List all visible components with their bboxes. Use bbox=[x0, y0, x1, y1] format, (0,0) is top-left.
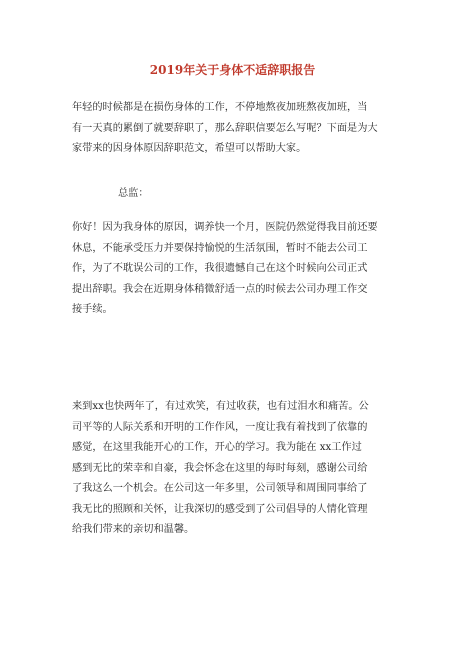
body-line: 我无比的照顾和关怀，让我深切的感受到了公司倡导的人情化管理 bbox=[72, 503, 368, 515]
body-line: 接手续。 bbox=[72, 304, 113, 315]
intro-line: 有一天真的累倒了就要辞职了，那么辞职信要怎么写呢？下面是为大 bbox=[72, 122, 378, 134]
document-title: 2019年关于身体不适辞职报告 bbox=[149, 63, 316, 77]
body-paragraph-2 bbox=[72, 397, 390, 541]
intro-line: 年轻的时候都是在损伤身体的工作，不停地熬夜加班熬夜加班，当 bbox=[72, 102, 368, 113]
body-line: 来到xx也快两年了，有过欢笑，有过收获，也有过泪水和痛苦。公 bbox=[72, 401, 369, 412]
body-line: 你好！因为我身体的原因，调养快一个月，医院仍然觉得我目前还要 bbox=[72, 222, 378, 233]
body-line: 休息，不能承受压力并要保持愉悦的生活氛围，暂时不能去公司工 bbox=[72, 242, 368, 254]
body-line: 了我这么一个机会。在公司这一年多里，公司领导和周围同事给了 bbox=[72, 483, 368, 494]
salutation: 总监： bbox=[118, 188, 149, 199]
body-line: 作，为了不耽误公司的工作，我很遗憾自己在这个时候向公司正式 bbox=[72, 263, 368, 274]
body-line: 提出辞职。我会在近期身体稍微舒适一点的时候去公司办理工作交 bbox=[72, 283, 368, 295]
body-line: 司平等的人际关系和开明的工作作风，一度让我有着找到了依靠的 bbox=[72, 421, 368, 433]
body-line: 感觉，在这里我能开心的工作，开心的学习。我为能在 xx工作过 bbox=[72, 442, 362, 453]
body-line: 给我们带来的亲切和温馨。 bbox=[72, 524, 195, 535]
body-line: 感到无比的荣幸和自豪，我会怀念在这里的每时每刻，感谢公司给 bbox=[72, 462, 368, 474]
intro-paragraph bbox=[72, 98, 390, 160]
intro-line: 家带来的因身体原因辞职范文，希望可以帮助大家。 bbox=[72, 143, 307, 154]
body-paragraph-1 bbox=[72, 218, 390, 321]
